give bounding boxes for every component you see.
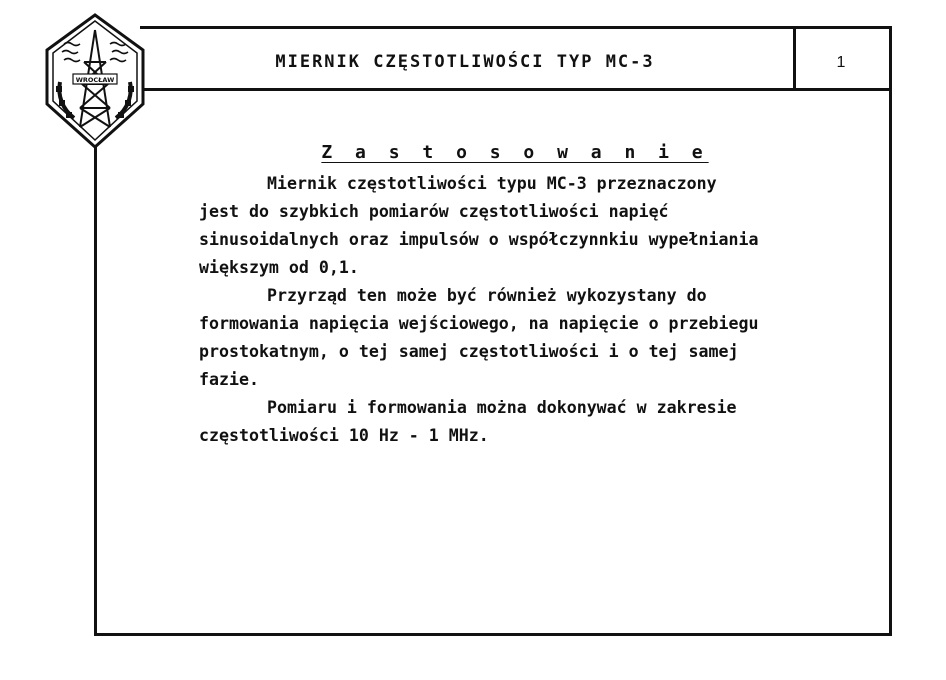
body-line: Pomiaru i formowania można dokonywać w zakresie [267, 398, 737, 417]
radio-tower-emblem-icon [40, 12, 150, 150]
body-line: prostokatnym, o tej samej częstotliwości i o tej samej [199, 342, 739, 361]
body-line: formowania napięcia wejściowego, na napięcie o przebiegu [199, 314, 759, 333]
section-heading: Z a s t o s o w a n i e [321, 142, 709, 163]
body-line: sinusoidalnych oraz impulsów o współczynnkiu wypełniania [199, 230, 759, 249]
body-line: Przyrząd ten może być również wykozystany do [267, 286, 707, 305]
body-text [199, 170, 849, 450]
logo-text: WROCŁAW [75, 76, 115, 84]
body-line: Miernik częstotliwości typu MC-3 przeznaczony [267, 174, 717, 193]
body-line: fazie. [199, 370, 259, 389]
body-line: większym od 0,1. [199, 258, 359, 277]
document-title: MIERNIK CZĘSTOTLIWOŚCI TYP MC-3 [275, 52, 655, 72]
page-number: 1 [836, 54, 846, 71]
body-line: częstotliwości 10 Hz - 1 MHz. [199, 426, 489, 445]
body-line: jest do szybkich pomiarów częstotliwości napięć [199, 202, 669, 221]
